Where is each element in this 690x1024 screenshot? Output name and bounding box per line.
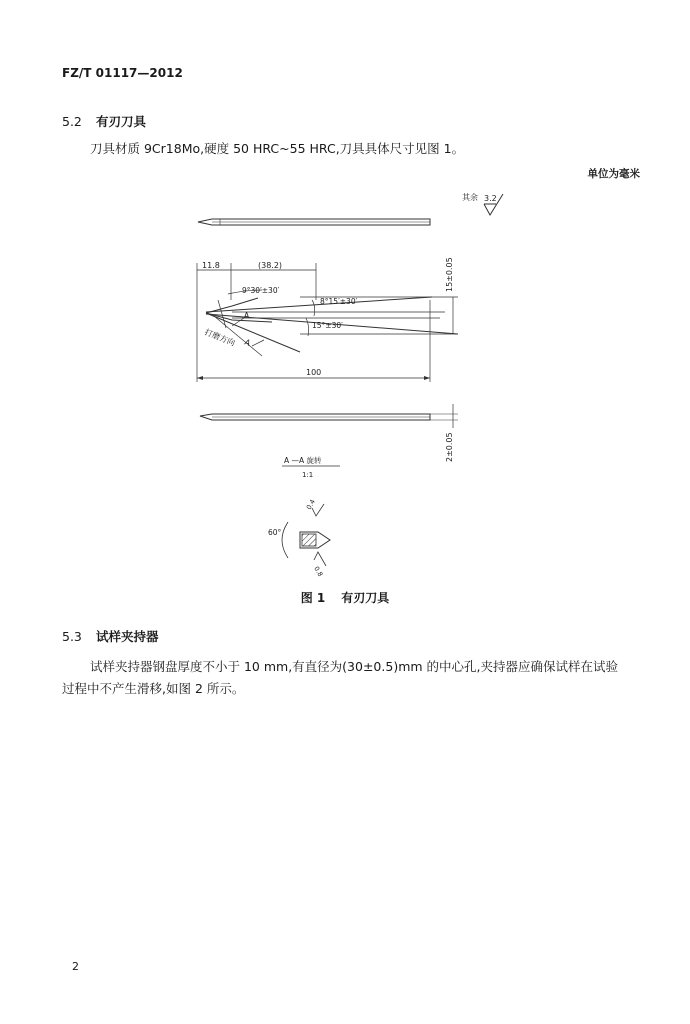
blade-top-view [198,219,430,225]
section-scale: 1:1 [302,471,314,479]
angle-15: 15°±30′ [312,321,343,330]
dimension-2: 2±0.05 [445,432,454,462]
figure-1-caption [0,589,690,606]
grind-direction-label: 打磨方向 [203,327,237,348]
roughness-value: 3.2 [484,194,497,203]
dimension-11-8: 11.8 [202,261,220,270]
cross-section-detail [282,504,330,566]
roughness-0-4: 0.4 [304,498,317,511]
section-mark-a-bottom: A [243,337,252,348]
blade-side-view [200,404,458,428]
section-title: 试样夹持器 [96,629,159,644]
section-5-3-paragraph-line-1: 试样夹持器钢盘厚度不小于 10 mm,有直径为(30±0.5)mm 的中心孔,夹持器应确保试样在试验 [90,659,618,674]
figure-number: 图 1 [300,591,326,605]
section-5-3-paragraph-line-2: 过程中不产生滑移,如图 2 所示。 [62,681,245,696]
section-title: A —A 旋转 [284,456,322,465]
section-number: 5.3 [62,629,82,644]
roughness-label: 其余 [462,193,478,202]
standard-code: FZ/T 01117—2012 [62,66,183,80]
angle-8-15: 8°15′±30′ [320,297,358,306]
section-number: 5.2 [62,114,82,129]
roughness-0-8: 0.8 [312,565,325,578]
section-mark-a-top: A [244,311,250,320]
figure-title: 有刃刀具 [341,591,390,605]
section-5-2-paragraph: 刀具材质 9Cr18Mo,硬度 50 HRC~55 HRC,刀具具体尺寸见图 1。 [90,141,465,156]
section-5-3-heading [62,627,159,645]
dimension-15: 15±0.05 [445,257,454,292]
angle-9-30: 9°30′±30′ [242,286,280,295]
unit-note: 单位为毫米 [587,168,640,180]
section-title: 有刃刀具 [96,114,147,129]
dimension-100: 100 [306,368,322,377]
page-number: 2 [72,960,79,973]
angle-60: 60° [268,528,282,537]
dimension-38-2: (38.2) [258,261,283,270]
